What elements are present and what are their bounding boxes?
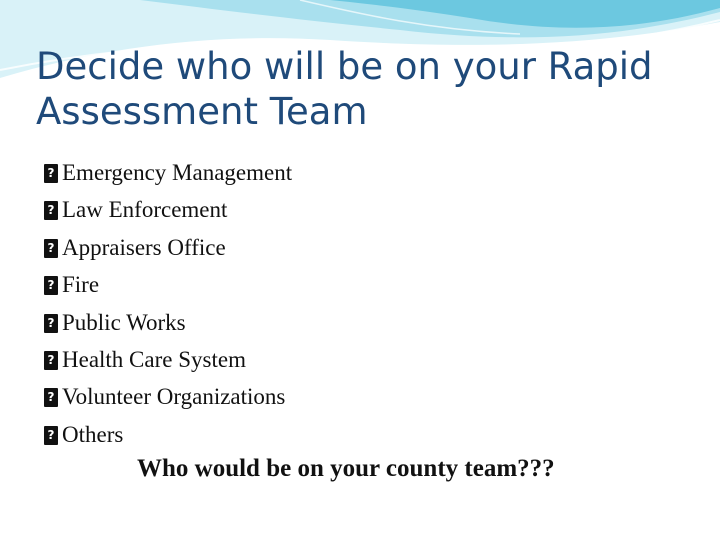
bullet-icon <box>44 239 58 258</box>
bullet-icon <box>44 201 58 220</box>
list-item-label: Law Enforcement <box>62 197 228 223</box>
list-item-label: Volunteer Organizations <box>62 384 286 410</box>
slide-title-line-1: Decide who will be on your Rapid <box>36 45 653 88</box>
team-member-list <box>44 154 292 453</box>
list-item-label: Health Care System <box>62 346 246 372</box>
slide-title-line-2: Assessment Team <box>36 90 368 133</box>
bullet-icon <box>44 276 58 295</box>
list-item <box>44 191 292 228</box>
list-item <box>44 304 292 341</box>
closing-question: Who would be on your county team??? <box>137 455 555 482</box>
list-item-label: Appraisers Office <box>62 234 226 260</box>
bullet-icon <box>44 164 58 183</box>
list-item <box>44 416 292 453</box>
bullet-icon <box>44 314 58 333</box>
list-item <box>44 266 292 303</box>
slide-title <box>36 44 696 134</box>
list-item <box>44 154 292 191</box>
list-item <box>44 229 292 266</box>
bullet-icon <box>44 388 58 407</box>
list-item-label: Emergency Management <box>62 160 293 185</box>
list-item <box>44 341 292 378</box>
list-item-label: Public Works <box>62 309 186 335</box>
bullet-icon <box>44 426 58 445</box>
bullet-icon <box>44 351 58 370</box>
list-item-label: Others <box>62 421 124 447</box>
list-item-label: Fire <box>62 272 100 298</box>
list-item <box>44 378 292 415</box>
